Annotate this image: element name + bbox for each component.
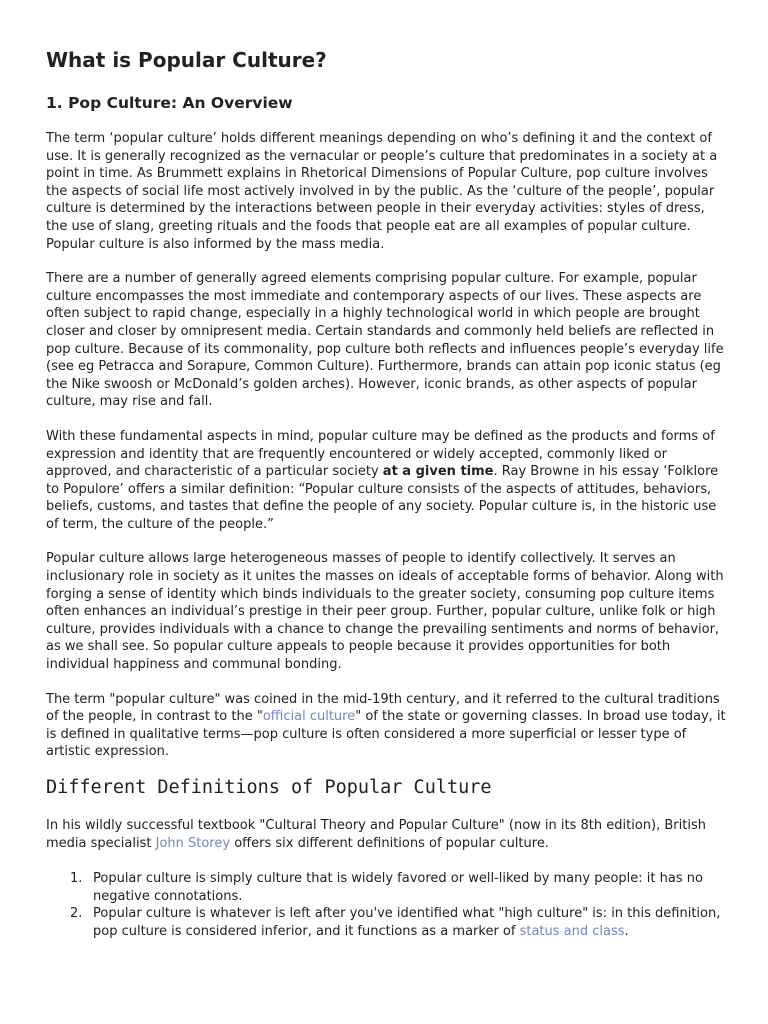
paragraph-5-text-b: " of the state or governing classes. In broad use today, it is defined in qualitative terms—pop culture is often considered a more superficial or lesser type of artistic expression. (46, 709, 726, 760)
paragraph-3 (46, 428, 726, 534)
paragraph-5-text-a: The term "popular culture" was coined in the mid-19th century, and it referred to the cultural traditions of the people, in contrast to the " (46, 691, 720, 725)
page-title: What is Popular Culture? (46, 48, 327, 72)
list-item-text-a: Popular culture is whatever is left after you've identified what "high culture" is: in this definition, pop culture is considered inferior, and it functions as a marker of (93, 906, 721, 939)
list-item-text-b: . (624, 923, 629, 939)
john-storey-link[interactable]: John Storey (155, 835, 231, 851)
definitions-list (46, 870, 726, 940)
article-body (46, 46, 726, 941)
paragraph-1: The term ‘popular culture’ holds different meanings depending on who’s defining it and the context of use. It is generally recognized as the vernacular or people’s culture that predominates in a society at a point in time. As Brummett explains in Rhetorical Dimensions of Popular Culture, pop culture involves the aspects of social life most actively involved in by the public. As the ‘culture of the people’, popular culture is determined by the interactions between people in their everyday activities: styles of dress, the use of slang, greeting rituals and the foods that people eat are all examples of popular culture. Popular culture is also informed by the mass media. (46, 131, 718, 252)
status-and-class-link[interactable]: status and class (519, 923, 625, 939)
list-item (46, 870, 726, 905)
list-item (46, 905, 726, 940)
section-heading-overview: 1. Pop Culture: An Overview (46, 94, 293, 112)
paragraph-3-text-a: With these fundamental aspects in mind, popular culture may be defined as the products and forms of expression and identity that are frequently encountered or widely accepted, commonly liked or approved, and characteristic of a particular society (46, 428, 715, 480)
paragraph-3-text-b: . Ray Browne in his essay ‘Folklore to Populore’ offers a similar definition: “Popular culture consists of the aspects of attitudes, behaviors, beliefs, customs, and tastes that define the people of any society. Popular culture is, in the historic use of term, the culture of the people.” (46, 464, 719, 532)
list-number: 2. (70, 906, 83, 922)
paragraph-2: There are a number of generally agreed elements comprising popular culture. For example, popular culture encompasses the most immediate and contemporary aspects of our lives. These aspects are often subject to rapid change, especially in a highly technological world in which people are brought closer and closer by omnipresent media. Certain standards and commonly held beliefs are reflected in pop culture. Because of its commonality, pop culture both reflects and influences people’s everyday life (see eg Petracca and Sorapure, Common Culture). Furthermore, brands can attain pop iconic status (eg the Nike swoosh or McDonald’s golden arches). However, iconic brands, as other aspects of popular culture, may rise and fall. (46, 271, 724, 410)
list-number: 1. (70, 871, 83, 887)
paragraph-6-text-b: offers six different definitions of popular culture. (230, 835, 549, 851)
paragraph-5 (46, 691, 726, 761)
official-culture-link[interactable]: official culture (262, 709, 356, 725)
paragraph-6 (46, 817, 726, 852)
list-item-text: Popular culture is simply culture that is widely favored or well-liked by many people: it has no negative connotations. (93, 871, 703, 904)
paragraph-6-text-a: In his wildly successful textbook "Cultural Theory and Popular Culture" (now in its 8th edition), British media specialist (46, 818, 706, 851)
section-heading-definitions: Different Definitions of Popular Culture (46, 777, 492, 798)
paragraph-4: Popular culture allows large heterogeneous masses of people to identify collectively. It serves an inclusionary role in society as it unites the masses on ideals of acceptable forms of behavior. Along with forging a sense of identity which binds individuals to the greater society, consuming pop culture items often enhances an individual’s prestige in their peer group. Further, popular culture, unlike folk or high culture, provides individuals with a chance to change the prevailing sentiments and norms of behavior, as we shall see. So popular culture appeals to people because it provides opportunities for both individual happiness and communal bonding. (46, 551, 724, 673)
bold-phrase: at a given time (382, 464, 494, 480)
